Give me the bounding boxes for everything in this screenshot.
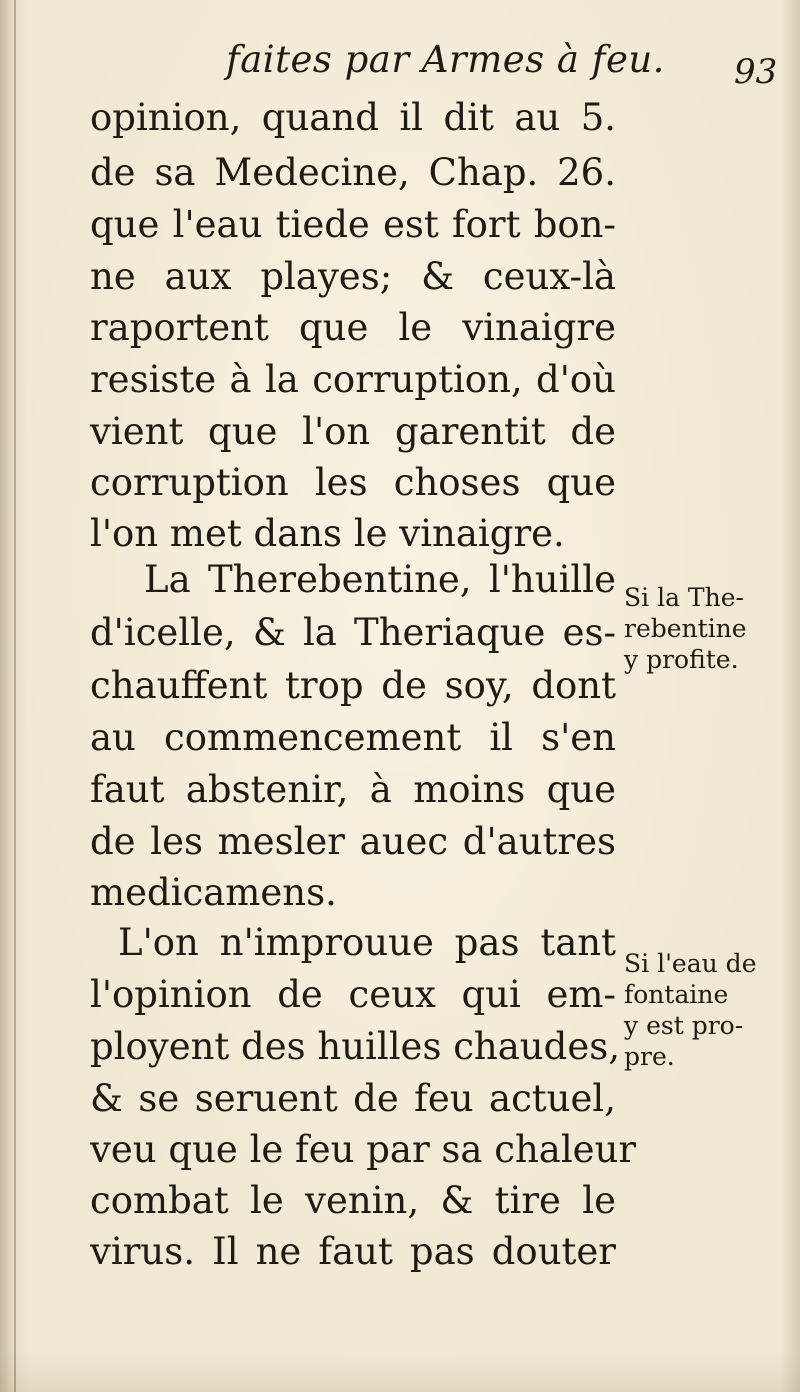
text-line: ployent des huilles chaudes, [90, 1025, 620, 1068]
margin-note-line: Si l'eau de [624, 949, 757, 978]
text-line: d'icelle, & la Theriaque es- [90, 611, 616, 654]
text-line: La Therebentine, l'huille [144, 558, 616, 601]
text-line: l'on met dans le vinaigre. [90, 512, 565, 555]
margin-note-line: rebentine [624, 614, 747, 643]
page-number: 93 [734, 52, 778, 92]
text-line: resiste à la corruption, d'où [90, 358, 616, 401]
margin-note-line: Si la The- [624, 583, 744, 612]
text-line: & se seruent de feu actuel, [90, 1077, 616, 1120]
running-head: faites par Armes à feu. [226, 38, 665, 81]
text-line: combat le venin, & tire le [90, 1179, 616, 1222]
text-line: de les mesler auec d'autres [90, 820, 616, 863]
text-line: raportent que le vinaigre [90, 306, 616, 349]
text-line: chauffent trop de soy, dont [90, 664, 616, 707]
margin-note-line: y est pro- [624, 1011, 744, 1040]
margin-note-line: y profite. [624, 645, 739, 674]
text-line: virus. Il ne faut pas douter [90, 1230, 616, 1273]
text-line: opinion, quand il dit au 5. [90, 96, 616, 139]
text-line: vient que l'on garentit de [90, 410, 616, 453]
text-line: faut abstenir, à moins que [90, 768, 616, 811]
text-line: que l'eau tiede est fort bon- [90, 203, 616, 246]
text-line: L'on n'improuue pas tant [118, 921, 616, 964]
margin-note-eau-de-fontaine [624, 948, 772, 1072]
text-line: medicamens. [90, 871, 337, 914]
page-gutter [14, 0, 16, 1392]
text-line: au commencement il s'en [90, 716, 616, 759]
margin-note-line: pre. [624, 1042, 675, 1071]
margin-note-therebentine [624, 582, 772, 675]
text-line: l'opinion de ceux qui em- [90, 973, 616, 1016]
text-line: ne aux playes; & ceux-là [90, 255, 616, 298]
text-line: de sa Medecine, Chap. 26. [90, 151, 616, 194]
margin-note-line: fontaine [624, 980, 729, 1009]
text-line: corruption les choses que [90, 461, 616, 504]
text-line: veu que le feu par sa chaleur [90, 1128, 637, 1171]
